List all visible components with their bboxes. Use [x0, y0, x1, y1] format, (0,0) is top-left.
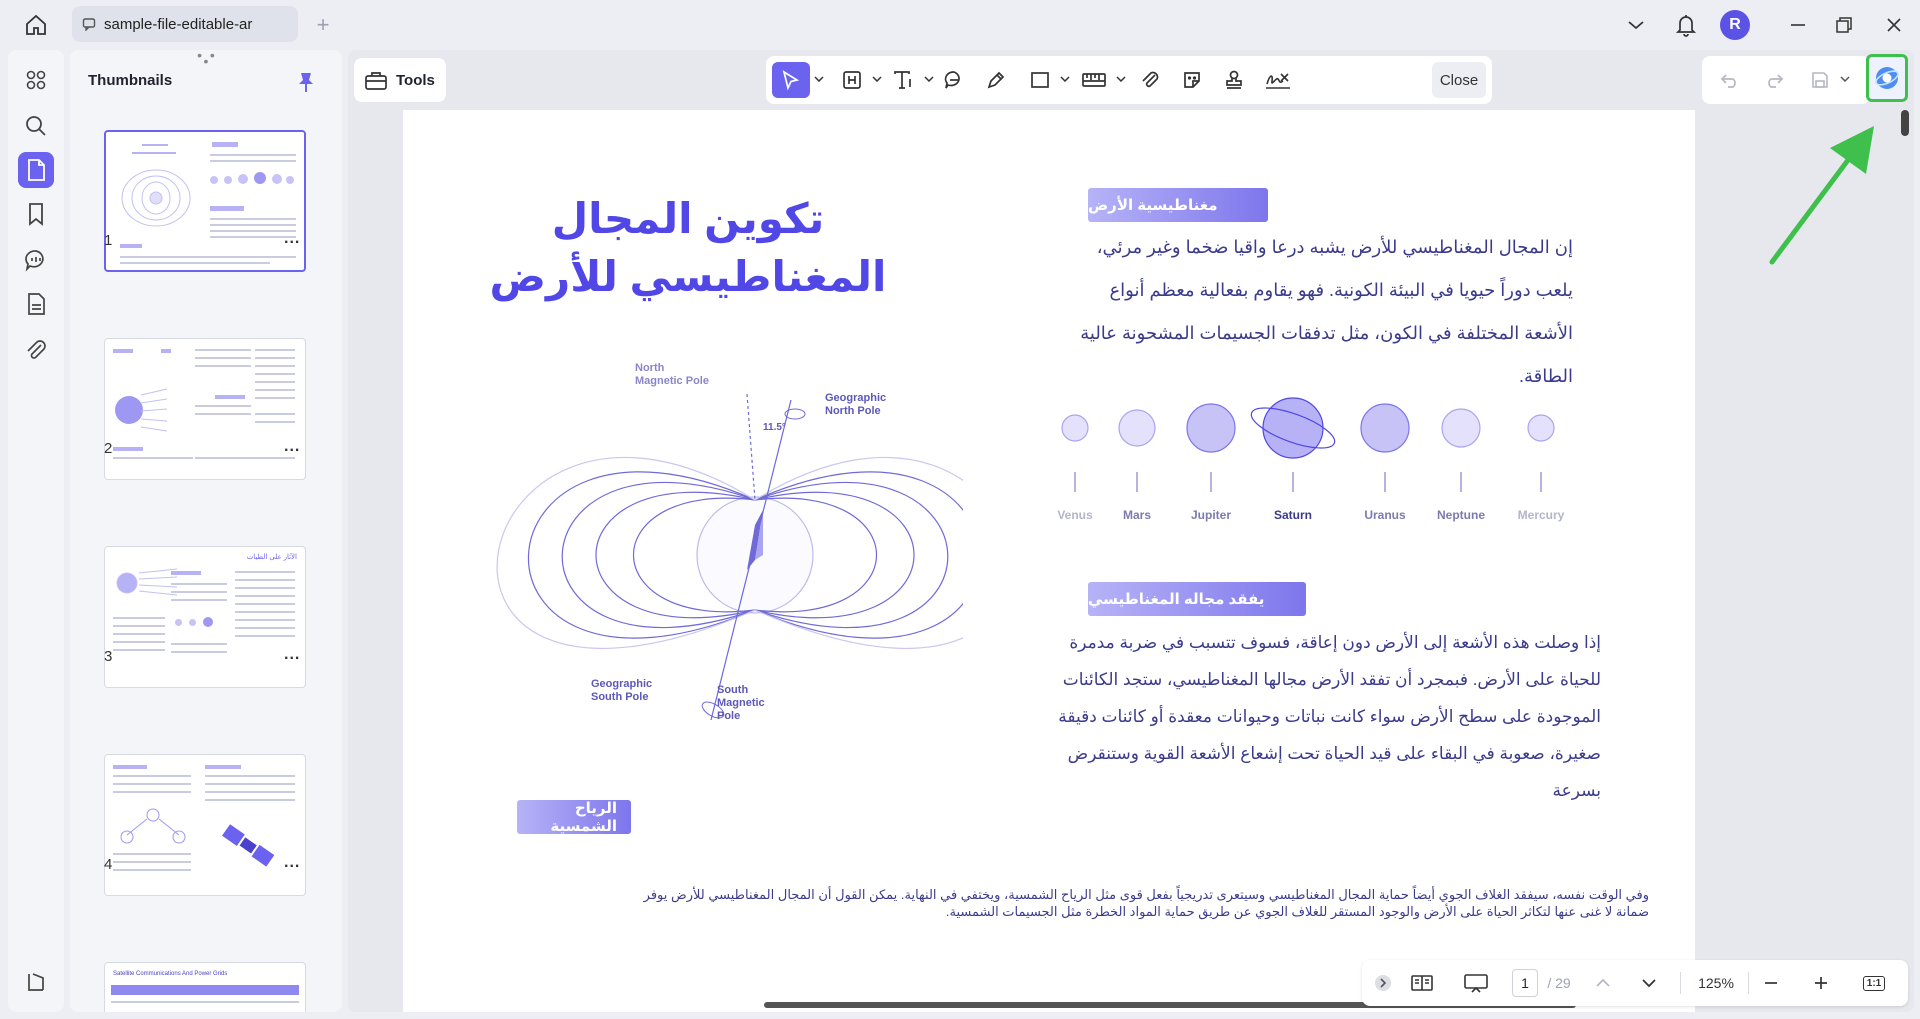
text-line: الأشعة المختلفة في الكون، مثل تدفقات الجسيمات المشحونة عالية [1080, 323, 1573, 343]
zoom-out-button[interactable] [1756, 960, 1786, 1006]
ruler-icon [1081, 69, 1107, 91]
thumbnail-number: 4 [104, 856, 113, 873]
north-magnetic-pole-label: North Magnetic Pole [635, 362, 709, 387]
rectangle-icon [1029, 69, 1051, 91]
history-toolbar [1702, 56, 1870, 104]
select-tool[interactable] [772, 62, 810, 98]
section-2-paragraph [1043, 624, 1601, 809]
next-page-button[interactable] [1634, 960, 1664, 1006]
thumbnails-button[interactable] [18, 152, 54, 188]
collapse-nav-button[interactable] [1370, 960, 1396, 1006]
save-dropdown[interactable] [1840, 72, 1850, 86]
comment-tab-icon [82, 17, 96, 31]
home-button[interactable] [18, 10, 54, 40]
minus-icon [1763, 975, 1779, 991]
save-icon [1810, 70, 1830, 90]
forms-button[interactable] [18, 286, 54, 322]
notifications-button[interactable] [1670, 10, 1702, 40]
page-layout-button[interactable] [1402, 960, 1442, 1006]
section-heading: مغناطيسية الأرض [1088, 188, 1268, 222]
title-line: المغناطيسي للأرض [489, 253, 887, 300]
planet-label: Uranus [1364, 508, 1406, 522]
chevron-up-icon [1595, 978, 1611, 988]
highlight-icon [841, 69, 863, 91]
planet-label: Mars [1122, 508, 1152, 522]
toolbox-icon [364, 69, 388, 91]
sticker-icon [1181, 69, 1203, 91]
title-line: تكوين المجال [551, 195, 825, 242]
document-tab-title: sample-file-editable-ar [104, 15, 253, 33]
text-line: وفي الوقت نفسه، سيفقد الغلاف الجوي أيضاً حماية المجال المغناطيسي وسيتعرى تدريجياً بفعل قوى مثل الرياح الشمسية، ويختفي في النهاية. يمكن القول أن المجال المغناطيسي للأرض يوفر [643, 887, 1649, 902]
comment-icon [24, 248, 48, 272]
caret-down-icon [814, 76, 824, 82]
pin-icon [297, 71, 315, 93]
page-title [463, 190, 913, 306]
text-line: بسرعة [1552, 781, 1601, 800]
caret-down-icon [924, 76, 934, 82]
thumbnails-title: Thumbnails [88, 72, 173, 89]
measure-tool-dropdown[interactable] [1116, 72, 1126, 86]
left-rail [8, 50, 64, 1012]
new-tab-button[interactable]: + [316, 12, 330, 37]
redo-button[interactable] [1758, 62, 1790, 98]
actual-size-label: 1:1 [1863, 976, 1885, 991]
zoom-in-button[interactable] [1806, 960, 1836, 1006]
vertical-scrollbar[interactable] [1901, 110, 1909, 136]
pdf-page [403, 110, 1695, 1012]
pen-tool[interactable] [978, 62, 1014, 98]
text-icon [892, 69, 916, 91]
pin-panel-button[interactable] [292, 68, 320, 96]
comments-button[interactable] [18, 242, 54, 278]
thumbnail-page-3[interactable] [104, 546, 306, 688]
ai-assistant-icon [1873, 64, 1901, 92]
sticker-tool[interactable] [1174, 62, 1210, 98]
annotation-toolbar [766, 56, 1492, 104]
bookmarks-button[interactable] [18, 196, 54, 232]
paperclip-icon [1139, 69, 1161, 91]
text-line: الموجودة على سطح الأرض سواء كانت نباتات وحيوانات معقدة أو كائنات دقيقة [1058, 707, 1601, 726]
planet-label: Venus [1057, 508, 1093, 522]
shape-tool[interactable] [1022, 62, 1058, 98]
two-page-icon [1410, 973, 1434, 993]
bell-icon [1675, 13, 1697, 37]
chevron-down-icon [1627, 19, 1645, 31]
page-icon [25, 158, 47, 182]
actual-size-button[interactable] [1854, 960, 1894, 1006]
thumbnail-number: 2 [104, 440, 113, 457]
attachments-button[interactable] [18, 332, 54, 368]
panel-resize-grip[interactable]: • • • [197, 50, 217, 69]
tools-label: Tools [396, 71, 435, 89]
redo-icon [1764, 71, 1784, 89]
signature-icon [1264, 69, 1292, 91]
presentation-icon [1463, 972, 1489, 994]
total-pages: / 29 [1547, 975, 1571, 991]
thumbnail-more-button[interactable]: ... [284, 438, 301, 455]
restore-icon [1835, 16, 1853, 34]
comment-bubble-icon [943, 69, 965, 91]
planet-label: Neptune [1437, 508, 1485, 522]
plus-icon [1813, 975, 1829, 991]
caret-down-icon [872, 76, 882, 82]
thumbnail-heading: Satellite Communications And Power Grids [113, 971, 228, 977]
highlight-tool-dropdown[interactable] [872, 72, 882, 86]
geographic-north-pole-label: Geographic North Pole [825, 392, 887, 417]
layers-button[interactable] [18, 964, 54, 1000]
caret-down-icon [1116, 76, 1126, 82]
document-tab[interactable] [72, 6, 298, 42]
close-window-button[interactable] [1874, 10, 1914, 40]
search-icon [24, 114, 48, 138]
section-1-paragraph [1053, 226, 1573, 398]
text-tool-dropdown[interactable] [924, 72, 934, 86]
tabs-dropdown-button[interactable] [1620, 12, 1652, 38]
undo-icon [1720, 71, 1740, 89]
save-button[interactable] [1804, 62, 1836, 98]
thumbnail-page-5[interactable] [104, 962, 306, 1012]
thumbnail-more-button[interactable]: ... [284, 854, 301, 871]
attach-tool[interactable] [1132, 62, 1168, 98]
stamp-tool[interactable] [1216, 62, 1252, 98]
zoom-level[interactable]: 125% [1698, 975, 1734, 991]
page-number-input[interactable]: 1 [1512, 969, 1538, 997]
thumbnail-page-4[interactable] [104, 754, 306, 896]
layers-icon [24, 970, 48, 994]
text-line: إذا وصلت هذه الأشعة إلى الأرض دون إعاقة، فسوف تتسبب في ضربة مدمرة [1069, 633, 1601, 652]
close-toolbar-button[interactable]: Close [1432, 62, 1486, 98]
thumbnails-panel [70, 50, 342, 1012]
text-tool[interactable] [886, 62, 922, 98]
stamp-icon [1223, 69, 1245, 91]
minimize-button[interactable] [1778, 10, 1818, 40]
grid-icon [24, 68, 48, 92]
section-heading: يفقد مجاله المغناطيسي [1088, 582, 1306, 616]
text-line: يلعب دوراً حيويا في البيئة الكونية. فهو يقاوم بفعالية معظم أنواع [1109, 280, 1573, 300]
comment-tool[interactable] [936, 62, 972, 98]
thumbnail-page-2[interactable] [104, 338, 306, 480]
cursor-icon [780, 69, 802, 91]
previous-page-button[interactable] [1588, 960, 1618, 1006]
shape-tool-dropdown[interactable] [1060, 72, 1070, 86]
chevron-right-circle-icon [1374, 974, 1392, 992]
search-button[interactable] [18, 108, 54, 144]
text-line: صغيرة، صعوبة في البقاء على قيد الحياة تحت إشعاع الأشعة القوية وستنقرض [1067, 744, 1601, 763]
caret-down-icon [1060, 76, 1070, 82]
select-tool-dropdown[interactable] [814, 72, 824, 86]
undo-button[interactable] [1714, 62, 1746, 98]
signature-tool[interactable] [1258, 62, 1298, 98]
restore-button[interactable] [1824, 10, 1864, 40]
bookmark-icon [26, 202, 46, 226]
presentation-button[interactable] [1456, 960, 1496, 1006]
section-heading: الرياح الشمسية [517, 800, 631, 834]
chevron-down-icon [1641, 978, 1657, 988]
thumbnail-heading: الآثار على الطيات [246, 554, 297, 561]
divider [1680, 972, 1681, 994]
text-line: إن المجال المغناطيسي للأرض يشبه درعا واقيا ضخما وغير مرئي، [1096, 237, 1573, 257]
tilt-angle-label: 11.5° [763, 422, 786, 433]
home-icon [24, 13, 48, 37]
user-avatar[interactable]: R [1720, 10, 1750, 40]
thumbnail-more-button[interactable]: ... [284, 230, 301, 247]
thumbnail-number: 1 [104, 232, 113, 249]
measure-tool[interactable] [1074, 62, 1114, 98]
organize-pages-button[interactable] [18, 62, 54, 98]
caret-down-icon [1840, 76, 1850, 82]
thumbnail-page-1[interactable] [104, 130, 306, 272]
highlight-arrow [1766, 118, 1886, 268]
text-line: الطاقة. [1519, 366, 1573, 386]
tools-button[interactable] [354, 58, 446, 102]
magnetic-field-diagram [443, 360, 963, 840]
ai-assistant-button[interactable] [1866, 54, 1908, 102]
bottom-paragraph [515, 886, 1649, 920]
text-line: للحياة على الأرض. فبمجرد أن تفقد الأرض مجالها المغناطيسي، ستجد الكائنات [1062, 670, 1601, 689]
planet-label: Saturn [1273, 508, 1313, 522]
attachment-icon [24, 338, 48, 362]
pen-icon [985, 69, 1007, 91]
divider [1748, 972, 1749, 994]
minimize-icon [1789, 16, 1807, 34]
thumbnail-more-button[interactable]: ... [284, 646, 301, 663]
geographic-south-pole-label: Geographic South Pole [591, 678, 653, 703]
text-line: ضمانة لا غنى عنها لتكاثر الحياة على الأرض والوجود المستقر للغلاف الجوي عن طريق حماية المواد الخطرة مثل الجسيمات الشمسية. [945, 904, 1649, 919]
planet-label: Mercury [1517, 508, 1565, 522]
highlight-tool[interactable] [834, 62, 870, 98]
south-magnetic-pole-label: South Magnetic Pole [717, 684, 765, 722]
page-navigation-bar [1362, 960, 1908, 1006]
close-icon [1885, 16, 1903, 34]
form-icon [25, 292, 47, 316]
planet-label: Jupiter [1190, 508, 1232, 522]
thumbnail-number: 3 [104, 648, 113, 665]
